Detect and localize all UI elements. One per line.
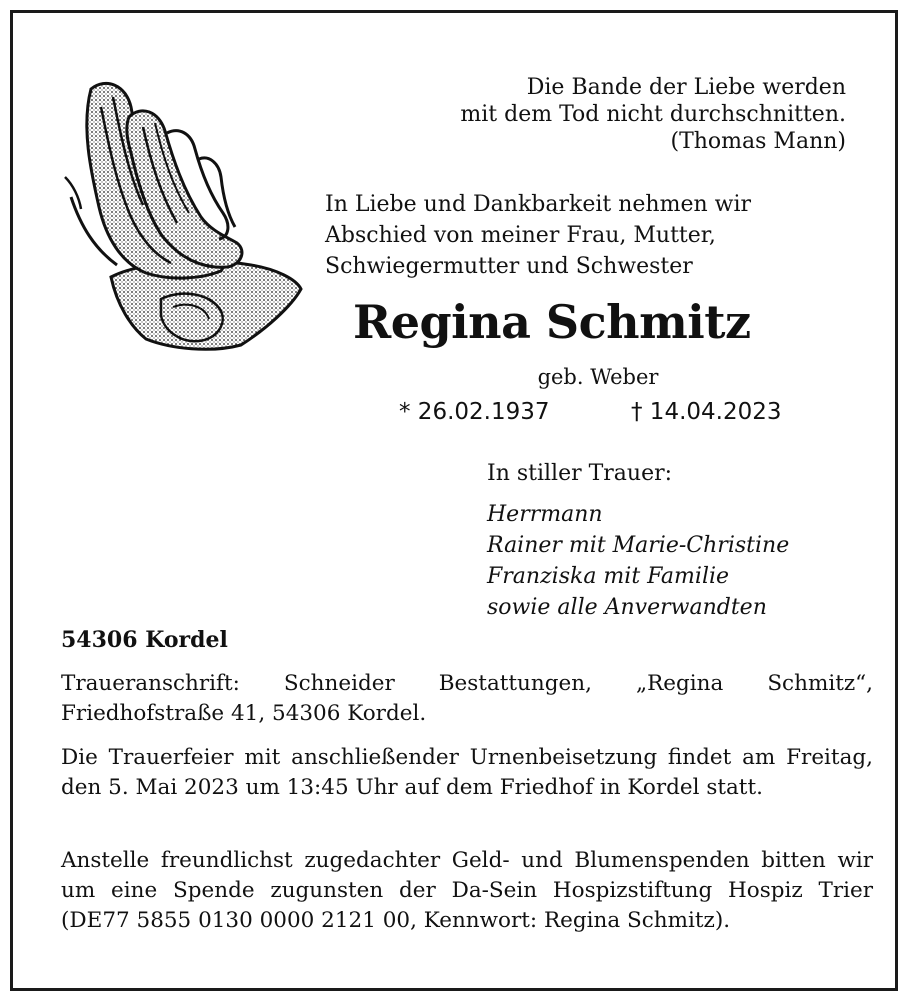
funeral-details: Die Trauerfeier mit anschließender Urnenbeisetzung findet am Freitag, den 5. Mai 2023 um 13:45 Uhr auf dem Friedhof in Kordel statt. xyxy=(61,745,873,800)
intro-line: Abschied von meiner Frau, Mutter, xyxy=(325,223,716,248)
death-date: † 14.04.2023 xyxy=(631,399,782,425)
mourner-name: sowie alle Anverwandten xyxy=(487,595,767,620)
donation-request: Anstelle freundlichst zugedachter Geld- und Blumenspenden bitten wir um eine Spende zugunsten der Da-Sein Hospizstiftung Hospiz Trier (DE77 5855 0130 0000 2121 00, Kennwort: Regina Schmitz). xyxy=(61,848,873,933)
praying-hands-icon xyxy=(51,67,303,357)
intro-text xyxy=(325,189,845,282)
birth-date: * 26.02.1937 xyxy=(399,399,550,425)
quote-line: mit dem Tod nicht durchschnitten. xyxy=(460,102,846,127)
birth-name: geb. Weber xyxy=(537,365,659,389)
mourning-heading: In stiller Trauer: xyxy=(487,461,673,486)
deceased-name: Regina Schmitz xyxy=(353,295,751,349)
quote-line: Die Bande der Liebe werden xyxy=(526,75,846,100)
obituary-frame xyxy=(10,10,898,991)
mourner-name: Herrmann xyxy=(487,502,603,527)
mourners-list xyxy=(487,499,789,623)
mourner-name: Rainer mit Marie-Christine xyxy=(487,533,790,558)
intro-line: Schwiegermutter und Schwester xyxy=(325,254,693,279)
intro-line: In Liebe und Dankbarkeit nehmen wir xyxy=(325,192,752,217)
mourner-name: Franziska mit Familie xyxy=(487,564,730,589)
mourning-address: Traueranschrift: Schneider Bestattungen, „Regina Schmitz“, Friedhofstraße 41, 54306 Kordel. xyxy=(61,671,873,726)
quote-author: (Thomas Mann) xyxy=(670,129,846,154)
quote xyxy=(366,74,846,155)
place: 54306 Kordel xyxy=(61,627,228,653)
